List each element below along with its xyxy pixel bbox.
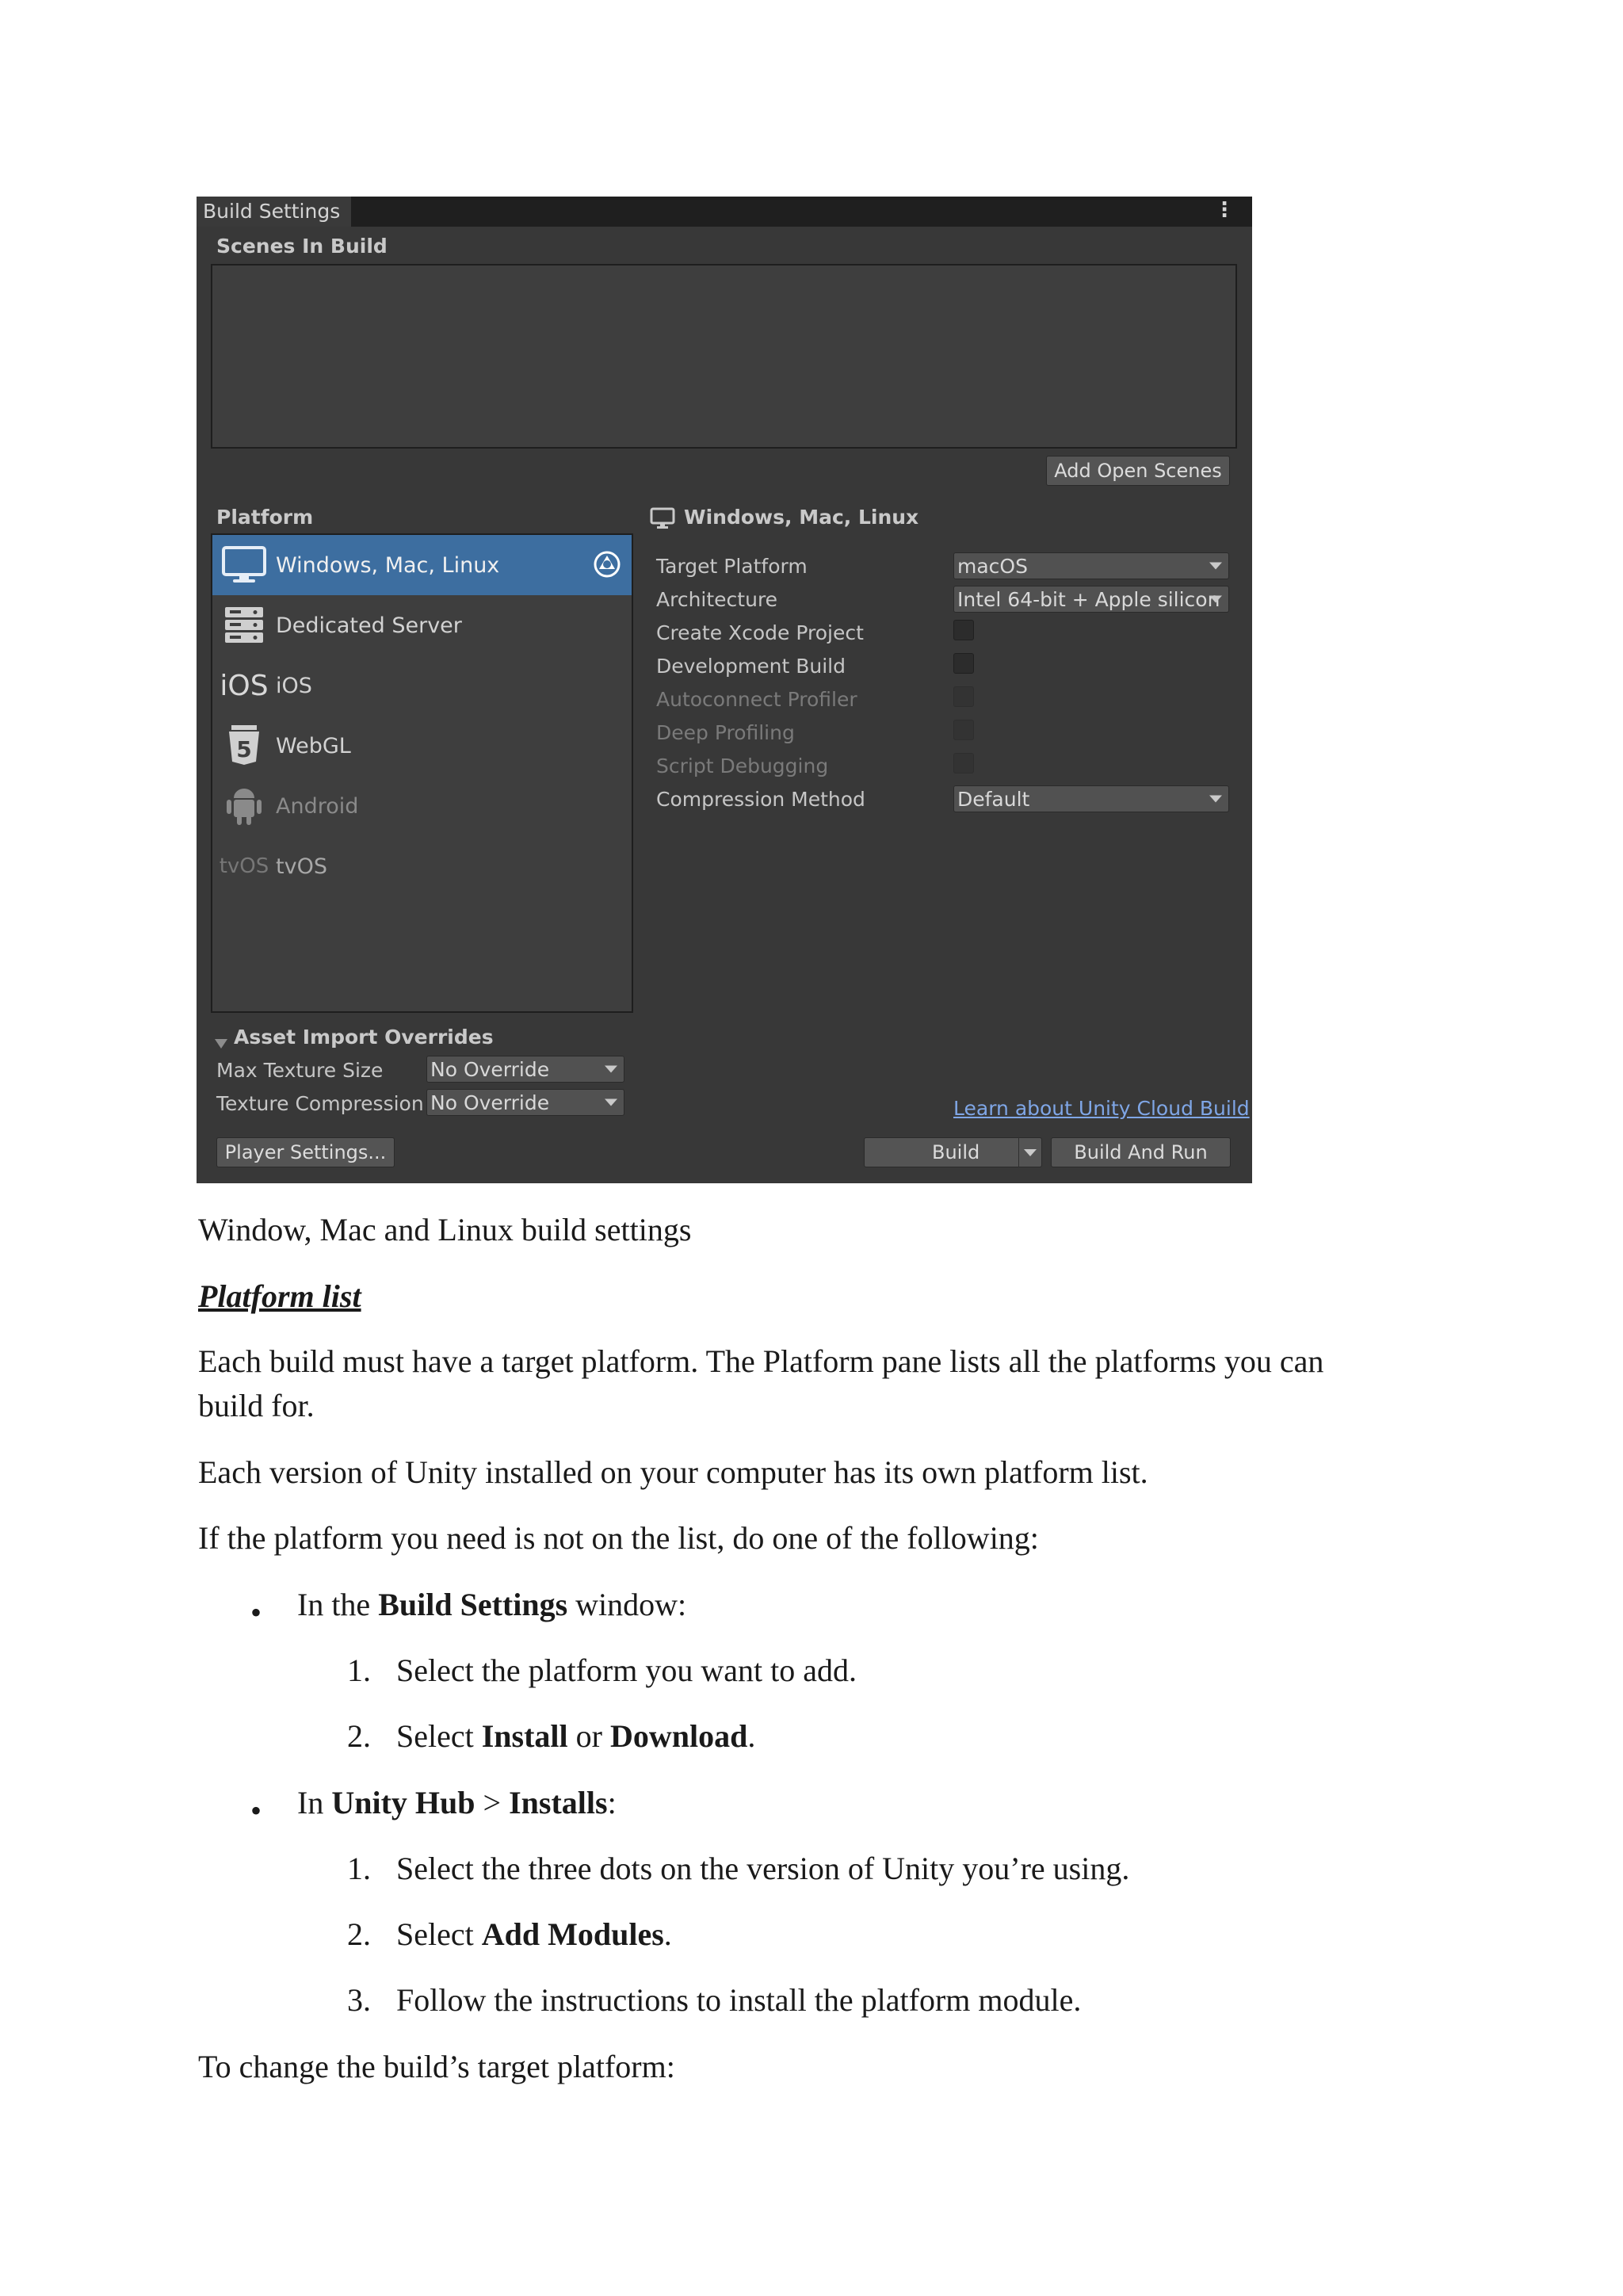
platform-label: WebGL bbox=[276, 733, 351, 758]
development-build-label: Development Build bbox=[656, 655, 846, 678]
chevron-down-icon bbox=[1209, 563, 1222, 570]
platform-label: iOS bbox=[276, 673, 312, 698]
chevron-down-icon bbox=[1209, 596, 1222, 603]
platform-item-ios[interactable] bbox=[212, 655, 632, 716]
create-xcode-project-label: Create Xcode Project bbox=[656, 621, 864, 644]
create-xcode-project-checkbox[interactable] bbox=[953, 620, 974, 640]
android-icon bbox=[212, 776, 276, 836]
paragraph-3: If the platform you need is not on the list, do one of the following: bbox=[198, 1520, 1039, 1556]
platform-label: Windows, Mac, Linux bbox=[276, 552, 500, 578]
settings-monitor-icon bbox=[650, 507, 675, 534]
step-text: Follow the instructions to install the platform module. bbox=[396, 1982, 1082, 2018]
autoconnect-profiler-label: Autoconnect Profiler bbox=[656, 688, 857, 711]
server-icon bbox=[212, 595, 276, 655]
step-text: Select the three dots on the version of Unity you’re using. bbox=[396, 1851, 1130, 1886]
paragraph-4: To change the build’s target platform: bbox=[198, 2049, 675, 2084]
chevron-down-icon bbox=[605, 1099, 617, 1106]
build-settings-window bbox=[197, 197, 1252, 1183]
autoconnect-profiler-checkbox[interactable] bbox=[953, 686, 974, 707]
more-options-icon[interactable]: ⋮ bbox=[1214, 198, 1235, 222]
target-platform-label: Target Platform bbox=[656, 555, 808, 578]
platform-list bbox=[211, 533, 633, 1013]
cloud-build-link[interactable]: Learn about Unity Cloud Build bbox=[953, 1097, 1250, 1120]
chevron-down-icon bbox=[1209, 796, 1222, 803]
paragraph-2: Each version of Unity installed on your computer has its own platform list. bbox=[198, 1454, 1148, 1490]
settings-title: Windows, Mac, Linux bbox=[684, 506, 919, 529]
ios-icon: iOS bbox=[220, 669, 269, 702]
bullet-item-build-settings: In the Build Settings window: bbox=[297, 1587, 687, 1622]
compression-method-dropdown[interactable]: Default bbox=[953, 785, 1229, 812]
build-options-dropdown[interactable] bbox=[1018, 1137, 1042, 1167]
step-number: 2. bbox=[347, 1916, 371, 1952]
platform-item-webgl[interactable] bbox=[212, 716, 632, 776]
step-number: 1. bbox=[347, 1851, 371, 1886]
target-platform-dropdown[interactable]: macOS bbox=[953, 552, 1229, 579]
step-number: 2. bbox=[347, 1718, 371, 1754]
platform-label: Android bbox=[276, 793, 359, 819]
step-text: Select Add Modules. bbox=[396, 1916, 672, 1952]
bullet-icon: • bbox=[250, 1595, 262, 1630]
step-text: Select Install or Download. bbox=[396, 1718, 756, 1754]
texture-compression-label: Texture Compression bbox=[216, 1092, 424, 1115]
platform-label: Dedicated Server bbox=[276, 613, 462, 638]
tvos-icon: tvOS bbox=[219, 854, 269, 878]
script-debugging-checkbox[interactable] bbox=[953, 753, 974, 774]
scenes-list[interactable] bbox=[211, 264, 1237, 449]
deep-profiling-checkbox[interactable] bbox=[953, 720, 974, 740]
bullet-icon: • bbox=[250, 1793, 262, 1828]
script-debugging-label: Script Debugging bbox=[656, 755, 829, 777]
max-texture-size-dropdown[interactable]: No Override bbox=[426, 1056, 624, 1083]
scenes-in-build-header: Scenes In Build bbox=[216, 235, 388, 258]
build-and-run-button[interactable]: Build And Run bbox=[1051, 1137, 1231, 1167]
chevron-down-icon bbox=[605, 1066, 617, 1073]
architecture-label: Architecture bbox=[656, 588, 778, 611]
step-text: Select the platform you want to add. bbox=[396, 1652, 857, 1688]
figure-caption: Window, Mac and Linux build settings bbox=[198, 1212, 692, 1247]
texture-compression-dropdown[interactable]: No Override bbox=[426, 1089, 624, 1116]
add-open-scenes-button[interactable]: Add Open Scenes bbox=[1046, 456, 1230, 486]
bullet-item-unity-hub: In Unity Hub > Installs: bbox=[297, 1785, 617, 1820]
platform-item-windows-mac-linux[interactable] bbox=[212, 535, 632, 595]
section-heading: Platform list bbox=[198, 1278, 361, 1314]
player-settings-button[interactable]: Player Settings... bbox=[216, 1137, 395, 1167]
compression-method-label: Compression Method bbox=[656, 788, 865, 811]
platform-header: Platform bbox=[216, 506, 314, 529]
platform-label: tvOS bbox=[276, 854, 327, 879]
step-number: 1. bbox=[347, 1652, 371, 1688]
platform-item-tvos[interactable] bbox=[212, 836, 632, 896]
max-texture-size-label: Max Texture Size bbox=[216, 1059, 384, 1082]
architecture-dropdown[interactable]: Intel 64-bit + Apple silicon bbox=[953, 586, 1229, 613]
html5-icon bbox=[212, 716, 276, 776]
foldout-arrow-icon[interactable] bbox=[214, 1031, 228, 1054]
window-tab-strip bbox=[197, 197, 1252, 227]
paragraph-1-line-1: Each build must have a target platform. The Platform pane lists all the platforms you can bbox=[198, 1343, 1324, 1379]
step-number: 3. bbox=[347, 1982, 371, 2018]
unity-logo-icon bbox=[594, 551, 621, 583]
svg-text:5: 5 bbox=[236, 736, 252, 762]
development-build-checkbox[interactable] bbox=[953, 653, 974, 674]
platform-item-android[interactable] bbox=[212, 776, 632, 836]
platform-item-dedicated-server[interactable] bbox=[212, 595, 632, 655]
chevron-down-icon bbox=[1024, 1149, 1037, 1156]
build-settings-tab[interactable]: Build Settings bbox=[197, 197, 351, 227]
asset-import-overrides-header[interactable]: Asset Import Overrides bbox=[234, 1026, 494, 1049]
paragraph-1-line-2: build for. bbox=[198, 1388, 315, 1423]
monitor-icon bbox=[212, 535, 276, 595]
build-button[interactable]: Build bbox=[864, 1137, 1042, 1167]
deep-profiling-label: Deep Profiling bbox=[656, 721, 795, 744]
